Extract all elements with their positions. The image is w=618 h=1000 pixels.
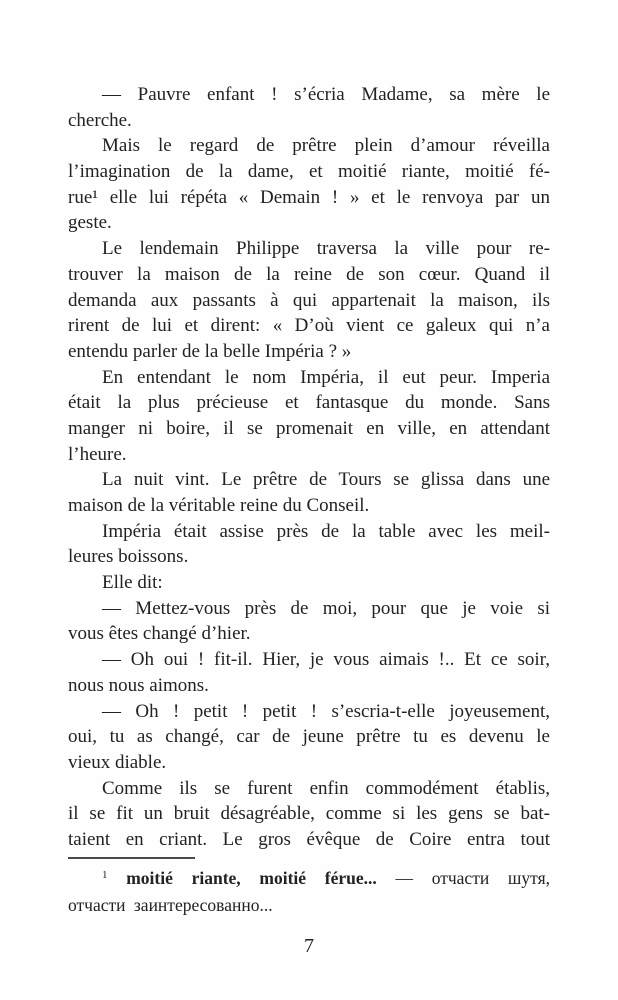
text-line: taient en criant. Le gros évêque de Coire entra tout bbox=[68, 828, 550, 850]
text-line: il se fit un bruit désagréable, comme si les gens se bat- bbox=[68, 803, 550, 825]
text-line: Le lendemain Philippe traversa la ville pour re- bbox=[102, 238, 550, 260]
text-line: demanda aux passants à qui appartenait la maison, ils bbox=[68, 289, 550, 311]
text-line: maison de la véritable reine du Conseil. bbox=[68, 495, 370, 516]
text-line: vieux diable. bbox=[68, 751, 167, 773]
page-text bbox=[68, 82, 550, 853]
text-line: l’imagination de la dame, et moitié riante, moitié fé- bbox=[68, 161, 550, 183]
footnote-text-line bbox=[68, 892, 550, 919]
text-line: Mais le regard de prêtre plein d’amour réveilla bbox=[102, 135, 550, 157]
text-line: geste. bbox=[68, 212, 112, 234]
text-line: rirent de lui et dirent: « D’où vient ce galeux qui n’a bbox=[68, 315, 550, 337]
paragraph bbox=[68, 596, 550, 647]
text-line: manger ni boire, il se promenait en ville, en attendant bbox=[68, 417, 550, 439]
text-line: — Oh oui ! fit-il. Hier, je vous aimais !.. Et ce soir, bbox=[102, 649, 550, 671]
text-line: Impéria était assise près de la table avec les meil- bbox=[102, 520, 550, 542]
text-line: — Mettez-vous près de moi, pour que je voie si bbox=[102, 597, 550, 619]
footnote-marker: 1 bbox=[102, 868, 108, 881]
text-line: Elle dit: bbox=[102, 572, 163, 594]
paragraph bbox=[68, 519, 550, 570]
text-line: l’heure. bbox=[68, 443, 127, 465]
text-line: entendu parler de la belle Impéria ? » bbox=[68, 340, 352, 362]
text-line: vous êtes changé d’hier. bbox=[68, 623, 251, 645]
paragraph bbox=[68, 647, 550, 698]
text-line: était la plus précieuse et fantasque du monde. Sans bbox=[68, 392, 550, 414]
text-line: — Pauvre enfant ! s’écria Madame, sa mère le bbox=[102, 84, 550, 105]
page-number: 7 bbox=[304, 934, 314, 957]
paragraph bbox=[68, 699, 550, 776]
footnote-term: moitié riante, moitié férue... bbox=[126, 867, 377, 888]
paragraph bbox=[68, 467, 550, 518]
text-line: leures boissons. bbox=[68, 546, 189, 568]
text-line: En entendant le nom Impéria, il eut peur. Imperia bbox=[102, 366, 550, 388]
footnote bbox=[68, 857, 550, 919]
text-line: cherche. bbox=[68, 109, 132, 131]
text-line: nous nous aimons. bbox=[68, 674, 209, 696]
text-line: rue¹ elle lui répéta « Demain ! » et le renvoya par un bbox=[68, 186, 550, 208]
paragraph bbox=[68, 82, 550, 133]
paragraph bbox=[68, 365, 550, 468]
footnote-text-line bbox=[68, 865, 550, 892]
paragraph bbox=[68, 133, 550, 236]
text-line: trouver la maison de la reine de son cœur. Quand il bbox=[68, 263, 550, 285]
footnote-dash: — bbox=[395, 867, 413, 888]
text-line: oui, tu as changé, car de jeune prêtre tu es devenu le bbox=[68, 726, 550, 748]
footnote-translation-part2: отчасти заинтересованно... bbox=[68, 894, 273, 915]
text-line: La nuit vint. Le prêtre de Tours se glissa dans une bbox=[102, 469, 550, 491]
text-line: — Oh ! petit ! petit ! s’escria-t-elle joyeusement, bbox=[102, 700, 550, 722]
text-line: Comme ils se furent enfin commodément établis, bbox=[102, 777, 550, 799]
paragraph bbox=[68, 776, 550, 853]
paragraph bbox=[68, 570, 550, 596]
footnote-translation-part1: отчасти шутя, bbox=[431, 867, 550, 888]
paragraph bbox=[68, 236, 550, 364]
footnote-rule bbox=[68, 857, 195, 859]
